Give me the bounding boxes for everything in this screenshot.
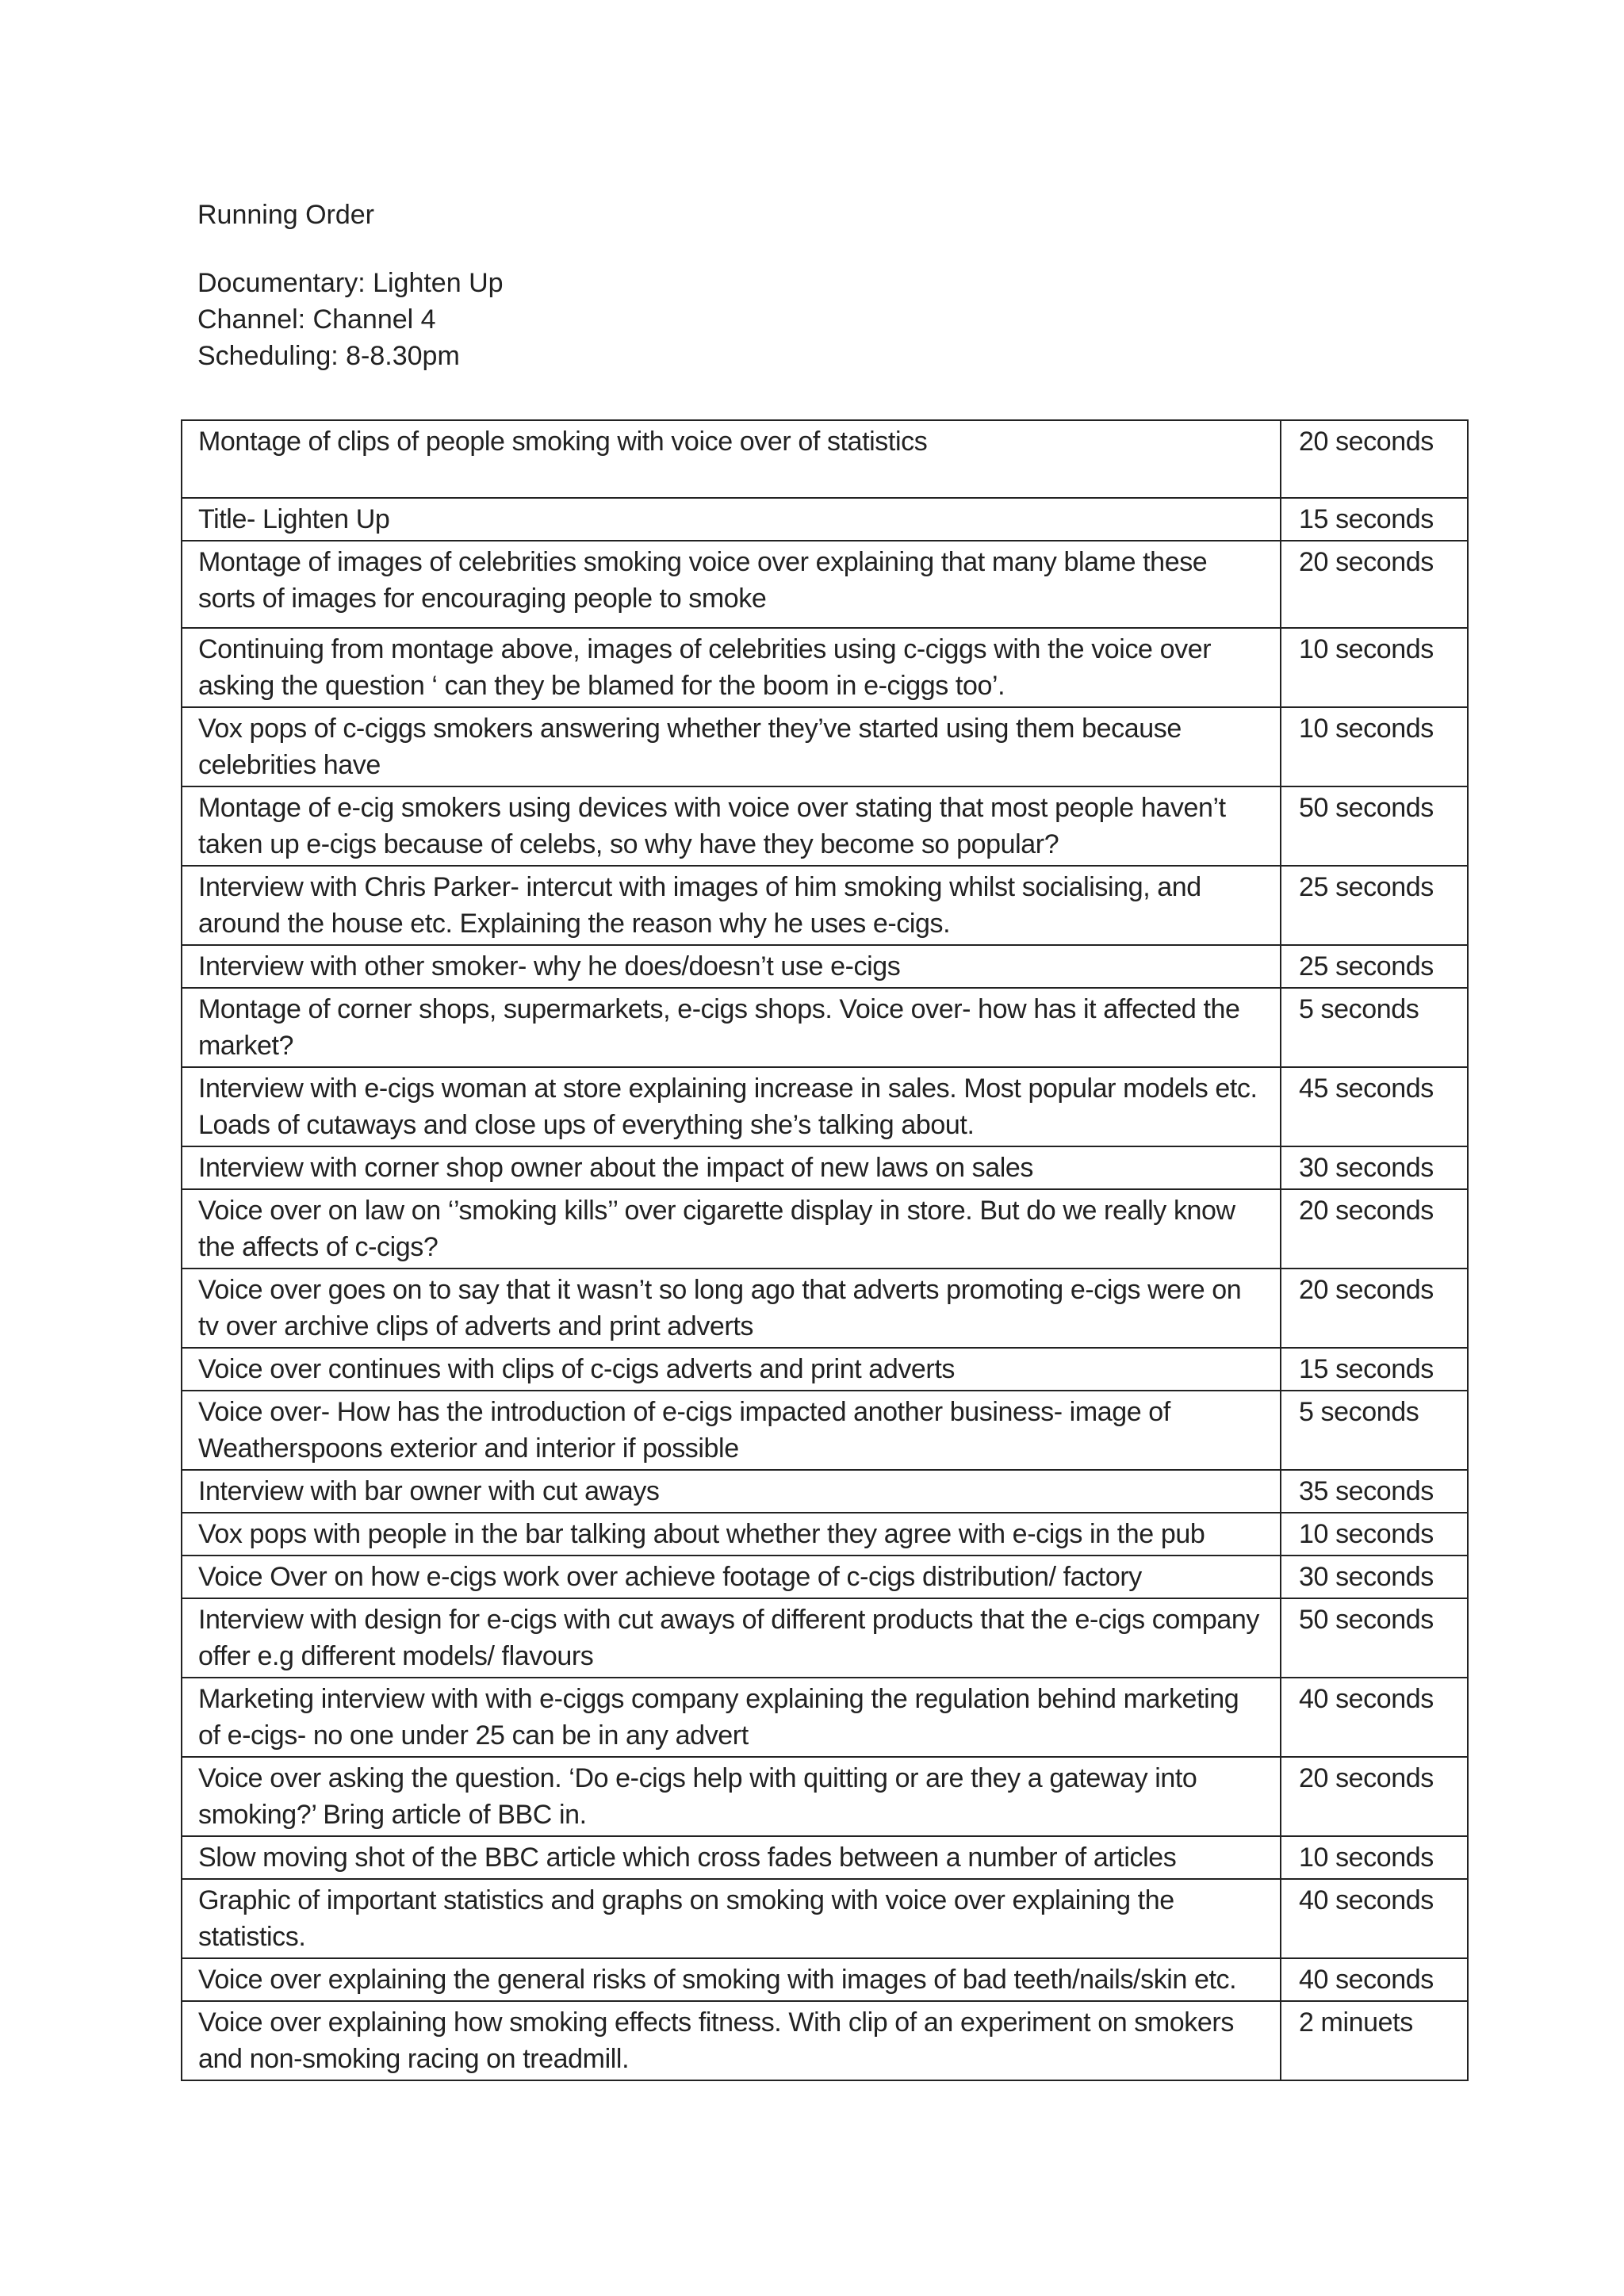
- row-description: Interview with Chris Parker- intercut with images of him smoking whilst socialising, and around the house etc. Explaining the reason why he uses e-cigs.: [182, 866, 1281, 945]
- row-description: Interview with design for e-cigs with cut aways of different products that the e-cigs company offer e.g different models/ flavours: [182, 1598, 1281, 1678]
- row-duration: 40 seconds: [1281, 1958, 1468, 2001]
- row-duration: 30 seconds: [1281, 1556, 1468, 1598]
- table-row: [182, 1146, 1468, 1189]
- table-row: [182, 1598, 1468, 1678]
- table-row: [182, 1067, 1468, 1146]
- row-description: Montage of corner shops, supermarkets, e-cigs shops. Voice over- how has it affected the market?: [182, 988, 1281, 1067]
- table-row: [182, 786, 1468, 866]
- row-duration: 40 seconds: [1281, 1678, 1468, 1757]
- row-description: Vox pops of c-ciggs smokers answering whether they’ve started using them because celebrities have: [182, 707, 1281, 786]
- table-row: [182, 1836, 1468, 1879]
- table-row: [182, 988, 1468, 1067]
- table-row: [182, 1958, 1468, 2001]
- row-duration: 15 seconds: [1281, 1348, 1468, 1391]
- row-duration: 50 seconds: [1281, 1598, 1468, 1678]
- row-description: Slow moving shot of the BBC article which cross fades between a number of articles: [182, 1836, 1281, 1879]
- row-duration: 25 seconds: [1281, 866, 1468, 945]
- table-row: [182, 1348, 1468, 1391]
- row-duration: 20 seconds: [1281, 1757, 1468, 1836]
- row-description: Continuing from montage above, images of celebrities using c-ciggs with the voice over asking the question ‘ can they be blamed for the boom in e-ciggs too’.: [182, 628, 1281, 707]
- row-duration: 20 seconds: [1281, 1269, 1468, 1348]
- table-row: [182, 1757, 1468, 1836]
- row-description: Interview with other smoker- why he does/doesn’t use e-cigs: [182, 945, 1281, 988]
- table-row: [182, 1269, 1468, 1348]
- row-description: Marketing interview with with e-ciggs company explaining the regulation behind marketing of e-cigs- no one under 25 can be in any advert: [182, 1678, 1281, 1757]
- row-description: Interview with corner shop owner about the impact of new laws on sales: [182, 1146, 1281, 1189]
- row-duration: 50 seconds: [1281, 786, 1468, 866]
- row-duration: 25 seconds: [1281, 945, 1468, 988]
- row-duration: 20 seconds: [1281, 1189, 1468, 1269]
- table-row: [182, 1879, 1468, 1958]
- row-duration: 5 seconds: [1281, 1391, 1468, 1470]
- row-description: Voice over goes on to say that it wasn’t so long ago that adverts promoting e-cigs were on tv over archive clips of adverts and print adverts: [182, 1269, 1281, 1348]
- row-description: Voice over continues with clips of c-cigs adverts and print adverts: [182, 1348, 1281, 1391]
- table-row: [182, 1470, 1468, 1513]
- table-row: [182, 1391, 1468, 1470]
- running-order-table: [181, 419, 1469, 2081]
- scheduling-line: Scheduling: 8-8.30pm: [197, 341, 460, 371]
- row-duration: 40 seconds: [1281, 1879, 1468, 1958]
- row-duration: 20 seconds: [1281, 420, 1468, 498]
- table-row: [182, 498, 1468, 541]
- row-description: Voice over asking the question. ‘Do e-cigs help with quitting or are they a gateway into smoking?’ Bring article of BBC in.: [182, 1757, 1281, 1836]
- row-duration: 2 minuets: [1281, 2001, 1468, 2080]
- row-duration: 15 seconds: [1281, 498, 1468, 541]
- row-description: Voice over- How has the introduction of e-cigs impacted another business- image of Weatherspoons exterior and interior if possible: [182, 1391, 1281, 1470]
- row-description: Interview with bar owner with cut aways: [182, 1470, 1281, 1513]
- table-row: [182, 945, 1468, 988]
- row-duration: 5 seconds: [1281, 988, 1468, 1067]
- row-duration: 10 seconds: [1281, 1513, 1468, 1556]
- row-description: Voice over explaining the general risks of smoking with images of bad teeth/nails/skin etc.: [182, 1958, 1281, 2001]
- table-row: [182, 1556, 1468, 1598]
- table-row: [182, 628, 1468, 707]
- channel-line: Channel: Channel 4: [197, 304, 436, 335]
- row-description: Vox pops with people in the bar talking about whether they agree with e-cigs in the pub: [182, 1513, 1281, 1556]
- row-description: Montage of clips of people smoking with voice over of statistics: [182, 420, 1281, 498]
- row-description: Montage of images of celebrities smoking voice over explaining that many blame these sorts of images for encouraging people to smoke: [182, 541, 1281, 628]
- row-duration: 10 seconds: [1281, 628, 1468, 707]
- row-description: Montage of e-cig smokers using devices with voice over stating that most people haven’t taken up e-cigs because of celebs, so why have they become so popular?: [182, 786, 1281, 866]
- row-description: Voice over explaining how smoking effects fitness. With clip of an experiment on smokers and non-smoking racing on treadmill.: [182, 2001, 1281, 2080]
- table-row: [182, 866, 1468, 945]
- row-duration: 10 seconds: [1281, 707, 1468, 786]
- documentary-line: Documentary: Lighten Up: [197, 268, 504, 298]
- row-description: Interview with e-cigs woman at store explaining increase in sales. Most popular models etc. Loads of cutaways and close ups of everything she’s talking about.: [182, 1067, 1281, 1146]
- row-description: Title- Lighten Up: [182, 498, 1281, 541]
- row-description: Voice Over on how e-cigs work over achieve footage of c-cigs distribution/ factory: [182, 1556, 1281, 1598]
- row-duration: 20 seconds: [1281, 541, 1468, 628]
- table-row: [182, 420, 1468, 498]
- row-description: Graphic of important statistics and graphs on smoking with voice over explaining the statistics.: [182, 1879, 1281, 1958]
- document-title: Running Order: [197, 200, 375, 230]
- table-row: [182, 1513, 1468, 1556]
- table-row: [182, 2001, 1468, 2080]
- table-row: [182, 707, 1468, 786]
- row-duration: 35 seconds: [1281, 1470, 1468, 1513]
- table-row: [182, 1678, 1468, 1757]
- row-duration: 10 seconds: [1281, 1836, 1468, 1879]
- table-row: [182, 541, 1468, 628]
- row-duration: 45 seconds: [1281, 1067, 1468, 1146]
- table-row: [182, 1189, 1468, 1269]
- row-duration: 30 seconds: [1281, 1146, 1468, 1189]
- row-description: Voice over on law on ‘’smoking kills’’ over cigarette display in store. But do we really know the affects of c-cigs?: [182, 1189, 1281, 1269]
